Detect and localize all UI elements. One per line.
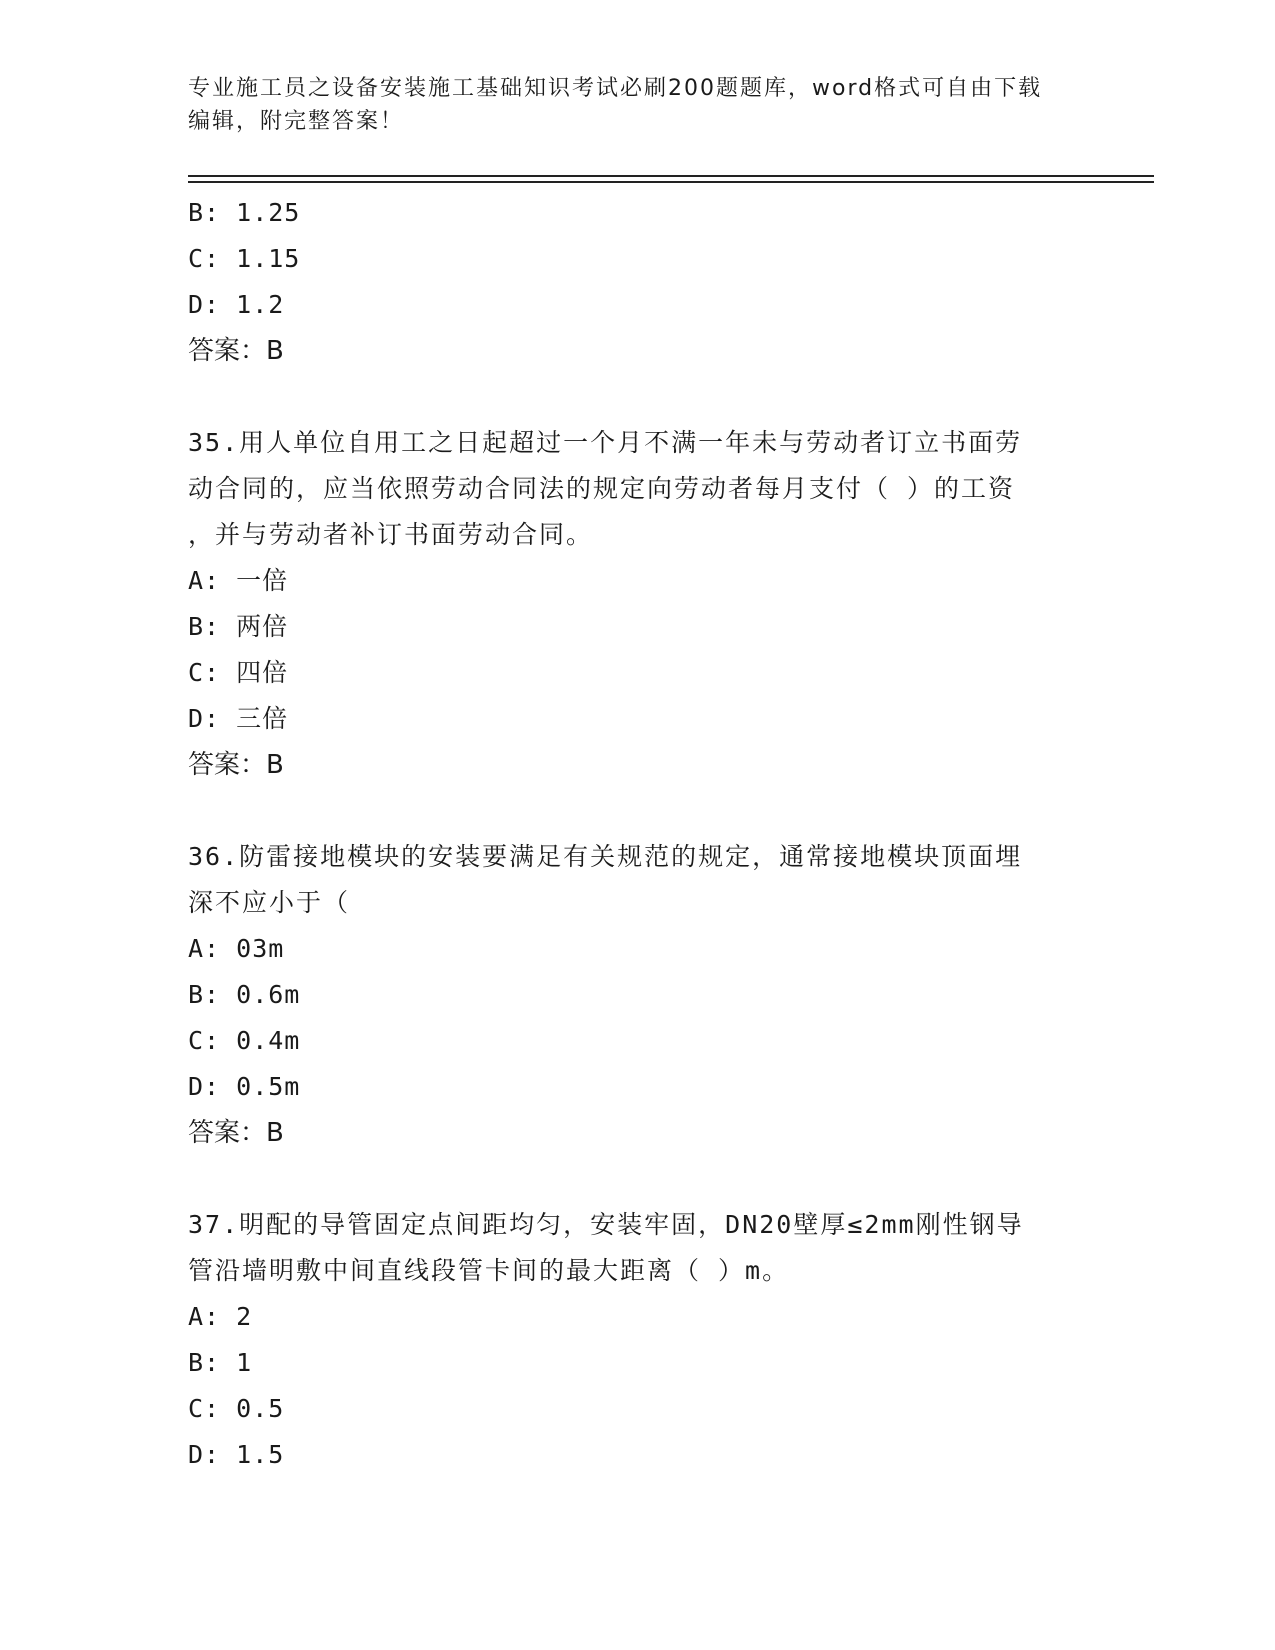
header-divider-top (188, 175, 1154, 177)
spacer (188, 788, 1068, 834)
answer-line: 答案：B (188, 336, 284, 366)
option-d: D: 三倍 (188, 704, 289, 733)
option-a: A: 03m (188, 934, 285, 963)
option-d: D: 0.5m (188, 1072, 301, 1101)
option-b: B: 1 (188, 1348, 253, 1377)
header-title-line-2: 编辑，附完整答案！ (188, 109, 405, 134)
option-c: C: 四倍 (188, 658, 289, 687)
question-37 (188, 1202, 1068, 1478)
question-text-line: 37.明配的导管固定点间距均匀，安装牢固，DN20壁厚≤2mm刚性钢导 (188, 1210, 1024, 1239)
document-header (188, 72, 1088, 138)
option-c: C: 0.4m (188, 1026, 301, 1055)
question-35 (188, 420, 1068, 788)
option-d: D: 1.5 (188, 1440, 285, 1469)
question-text-line: 35.用人单位自用工之日起超过一个月不满一年未与劳动者订立书面劳 (188, 428, 1023, 457)
header-divider-bottom (188, 181, 1154, 183)
question-text-line: 动合同的，应当依照劳动合同法的规定向劳动者每月支付（ ）的工资 (188, 474, 1016, 503)
question-text-line: ，并与劳动者补订书面劳动合同。 (188, 520, 594, 549)
question-text-line: 36.防雷接地模块的安装要满足有关规范的规定，通常接地模块顶面埋 (188, 842, 1023, 871)
option-b: B: 两倍 (188, 612, 289, 641)
answer-line: 答案：B (188, 1118, 284, 1148)
header-title-line-1: 专业施工员之设备安装施工基础知识考试必刷200题题库，word格式可自由下载 (188, 76, 1043, 101)
question-text (188, 834, 1068, 926)
option-a: A: 2 (188, 1302, 253, 1331)
question-text-line: 深不应小于（ (188, 888, 351, 917)
spacer (188, 1156, 1068, 1202)
option-c: C: 0.5 (188, 1394, 285, 1423)
prev-question-block (188, 190, 1068, 374)
question-list (188, 190, 1068, 1478)
option-c: C: 1.15 (188, 244, 301, 273)
option-d: D: 1.2 (188, 290, 285, 319)
option-a: A: 一倍 (188, 566, 289, 595)
question-text (188, 1202, 1068, 1294)
answer-line: 答案：B (188, 750, 284, 780)
option-b: B: 1.25 (188, 198, 301, 227)
spacer (188, 374, 1068, 420)
question-36 (188, 834, 1068, 1156)
question-text-line: 管沿墙明敷中间直线段管卡间的最大距离（ ）m。 (188, 1256, 790, 1285)
option-b: B: 0.6m (188, 980, 301, 1009)
question-text (188, 420, 1068, 558)
